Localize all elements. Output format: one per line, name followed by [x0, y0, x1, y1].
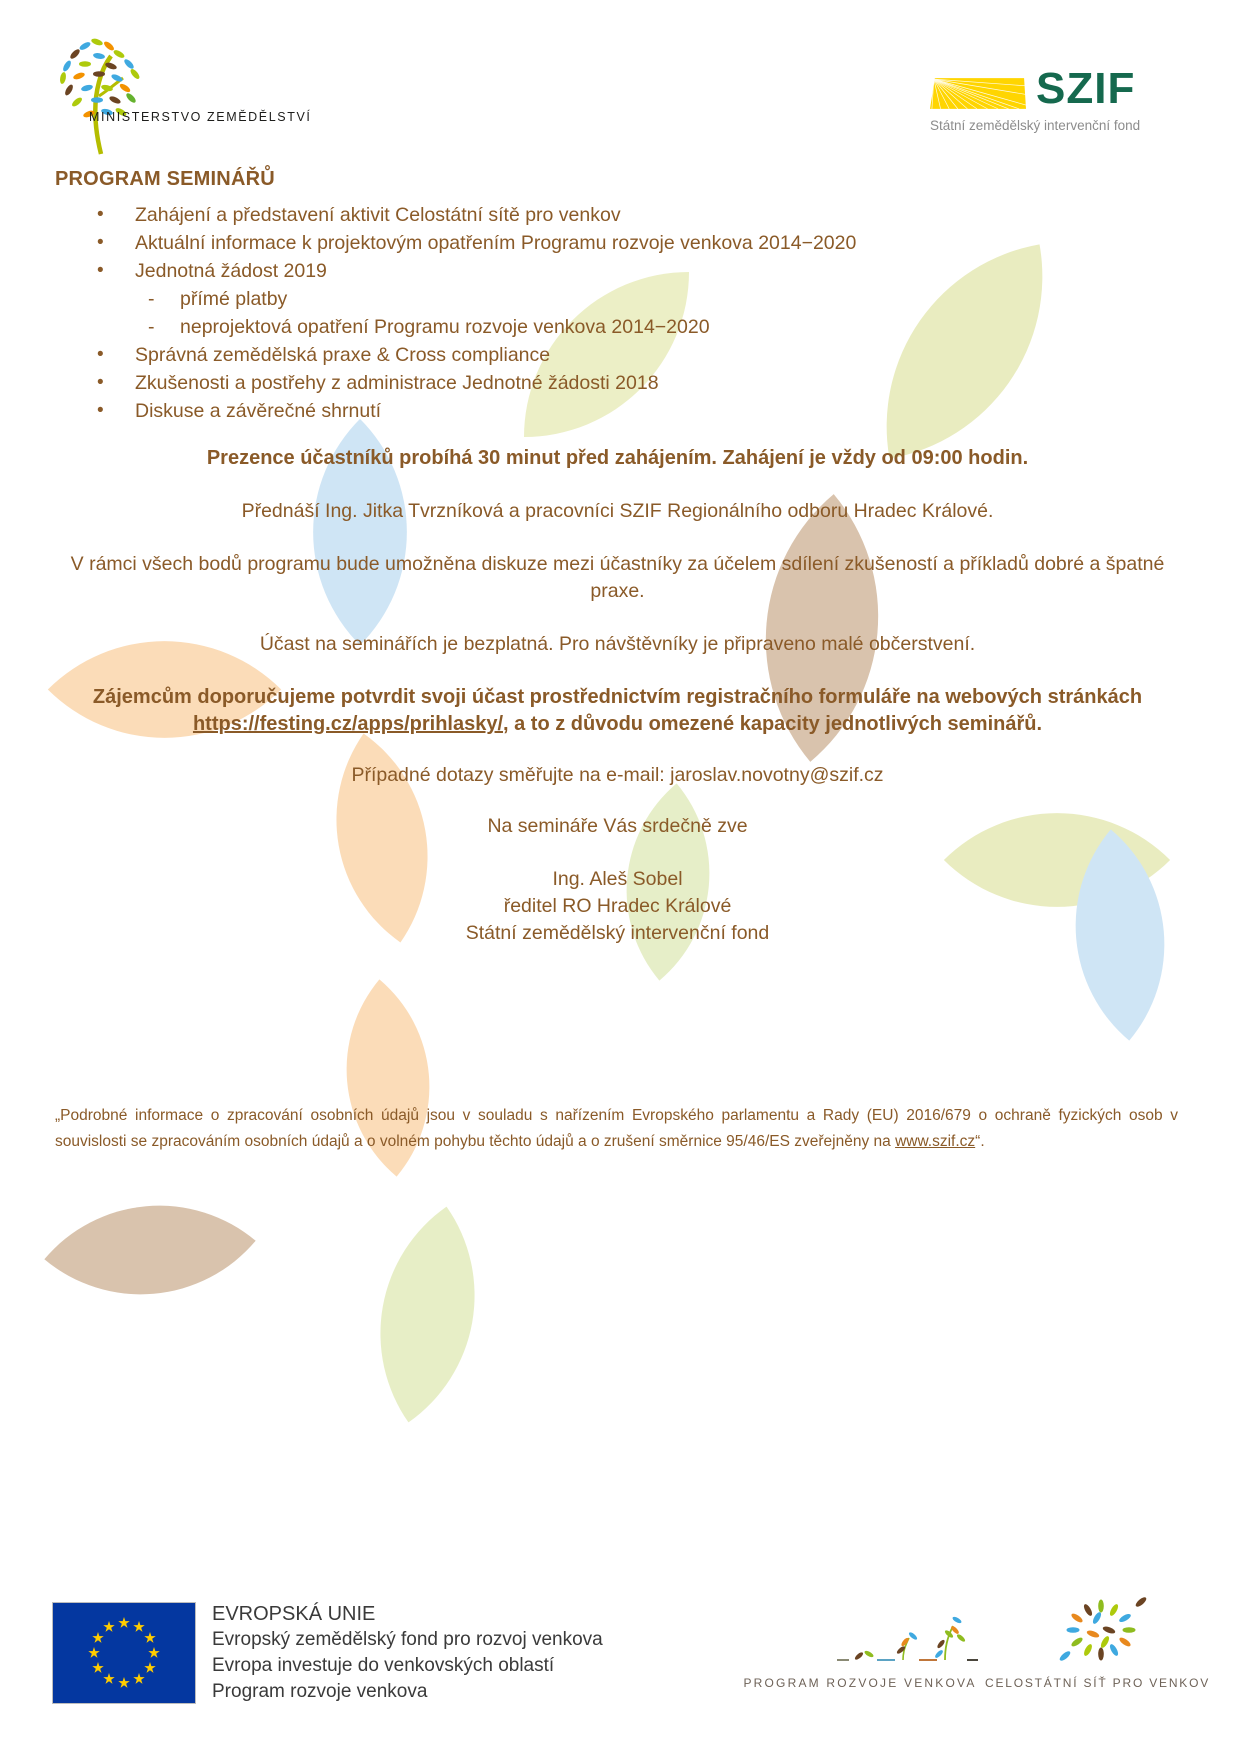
- cspv-logo-caption: CELOSTÁTNÍ SÍŤ PRO VENKOV: [985, 1676, 1211, 1690]
- registration-text-after: , a to z důvodu omezené kapacity jednotlivých seminářů.: [503, 713, 1043, 735]
- lecturers-note: Přednáší Ing. Jitka Tvrzníková a pracovníci SZIF Regionálního odboru Hradec Králové.: [241, 500, 994, 522]
- gdpr-text-before: „Podrobné informace o zpracování osobních údajů jsou v souladu s nařízením Evropského parlamentu a Rady (EU) 2016/679 o ochraně fyzických osob v souvislosti se zpracováním osobních údajů a o volném pohybu těchto údajů a o zrušení směrnice 95/46/ES zveřejněny na: [55, 1107, 1178, 1150]
- program-dash-item: - přímé platby: [55, 285, 1180, 313]
- growing-plants-icon: [835, 1604, 980, 1672]
- free-entry-note: Účast na seminářích je bezplatná. Pro návštěvníky je připraveno malé občerstvení.: [259, 633, 976, 655]
- presence-note: Prezence účastníků probíhá 30 minut před zahájením. Zahájení je vždy od 09:00 hodin.: [206, 447, 1029, 469]
- program-bullet-item: • Zahájení a představení aktivit Celostátní sítě pro venkov: [55, 201, 1180, 229]
- background-leaf: [320, 1207, 536, 1423]
- gdpr-text-after: “.: [975, 1133, 985, 1150]
- registration-note: [55, 684, 1180, 738]
- contact-note: Případné dotazy směřujte na e-mail: jaroslav.novotny@szif.cz: [351, 764, 884, 786]
- national-rural-network-logo: [1045, 1590, 1157, 1677]
- invitation-note: Na semináře Vás srdečně zve: [487, 815, 748, 837]
- program-bullet-item: • Diskuse a závěrečné shrnutí: [55, 397, 1180, 425]
- signature-block: [55, 866, 1180, 947]
- background-leaf: [44, 1144, 255, 1355]
- gdpr-note: [55, 1103, 1178, 1155]
- program-bullet-item: • Správná zemědělská praxe & Cross compliance: [55, 341, 1180, 369]
- registration-text-before: Zájemcům doporučujeme potvrdit svoji účast prostřednictvím registračního formuláře na webových stránkách: [92, 686, 1143, 708]
- prv-logo-caption: PROGRAM ROZVOJE VENKOVA: [743, 1676, 977, 1690]
- eu-funding-text: [212, 1601, 603, 1705]
- szif-acronym: SZIF: [1036, 64, 1136, 113]
- eu-line: Evropský zemědělský fond pro rozvoj venkova: [212, 1629, 603, 1650]
- leaf-cluster-icon: [1045, 1590, 1157, 1672]
- program-bullet-item: • Aktuální informace k projektovým opatřením Programu rozvoje venkova 2014−2020: [55, 229, 1180, 257]
- szif-caption: Státní zemědělský intervenční fond: [930, 118, 1141, 133]
- eu-flag: [52, 1602, 196, 1704]
- signature-org: Státní zemědělský intervenční fond: [465, 922, 770, 944]
- program-bullet-item: • Jednotná žádost 2019: [55, 257, 1180, 285]
- discussion-note: V rámci všech bodů programu bude umožněna diskuze mezi účastníky za účelem sdílení zkušeností a příkladů dobré a špatné praxe.: [70, 553, 1165, 602]
- szif-website-link[interactable]: www.szif.cz: [895, 1133, 976, 1150]
- program-list: [55, 201, 1180, 425]
- program-bullet-item: • Zkušenosti a postřehy z administrace Jednotné žádosti 2018: [55, 369, 1180, 397]
- eu-line: Evropa investuje do venkovských oblastí: [212, 1655, 555, 1676]
- program-dash-item: - neprojektová opatření Programu rozvoje venkova 2014−2020: [55, 313, 1180, 341]
- page-title: PROGRAM SEMINÁŘŮ: [55, 168, 275, 190]
- rural-development-programme-logo: [835, 1604, 980, 1677]
- eu-line: Program rozvoje venkova: [212, 1681, 428, 1702]
- registration-form-link[interactable]: https://festing.cz/apps/prihlasky/: [192, 713, 504, 735]
- eu-line: EVROPSKÁ UNIE: [212, 1603, 376, 1625]
- ministry-logo-caption: MINISTERSTVO ZEMĚDĚLSTVÍ: [89, 110, 312, 124]
- signature-name: Ing. Aleš Sobel: [552, 868, 683, 890]
- signature-role: ředitel RO Hradec Králové: [503, 895, 732, 917]
